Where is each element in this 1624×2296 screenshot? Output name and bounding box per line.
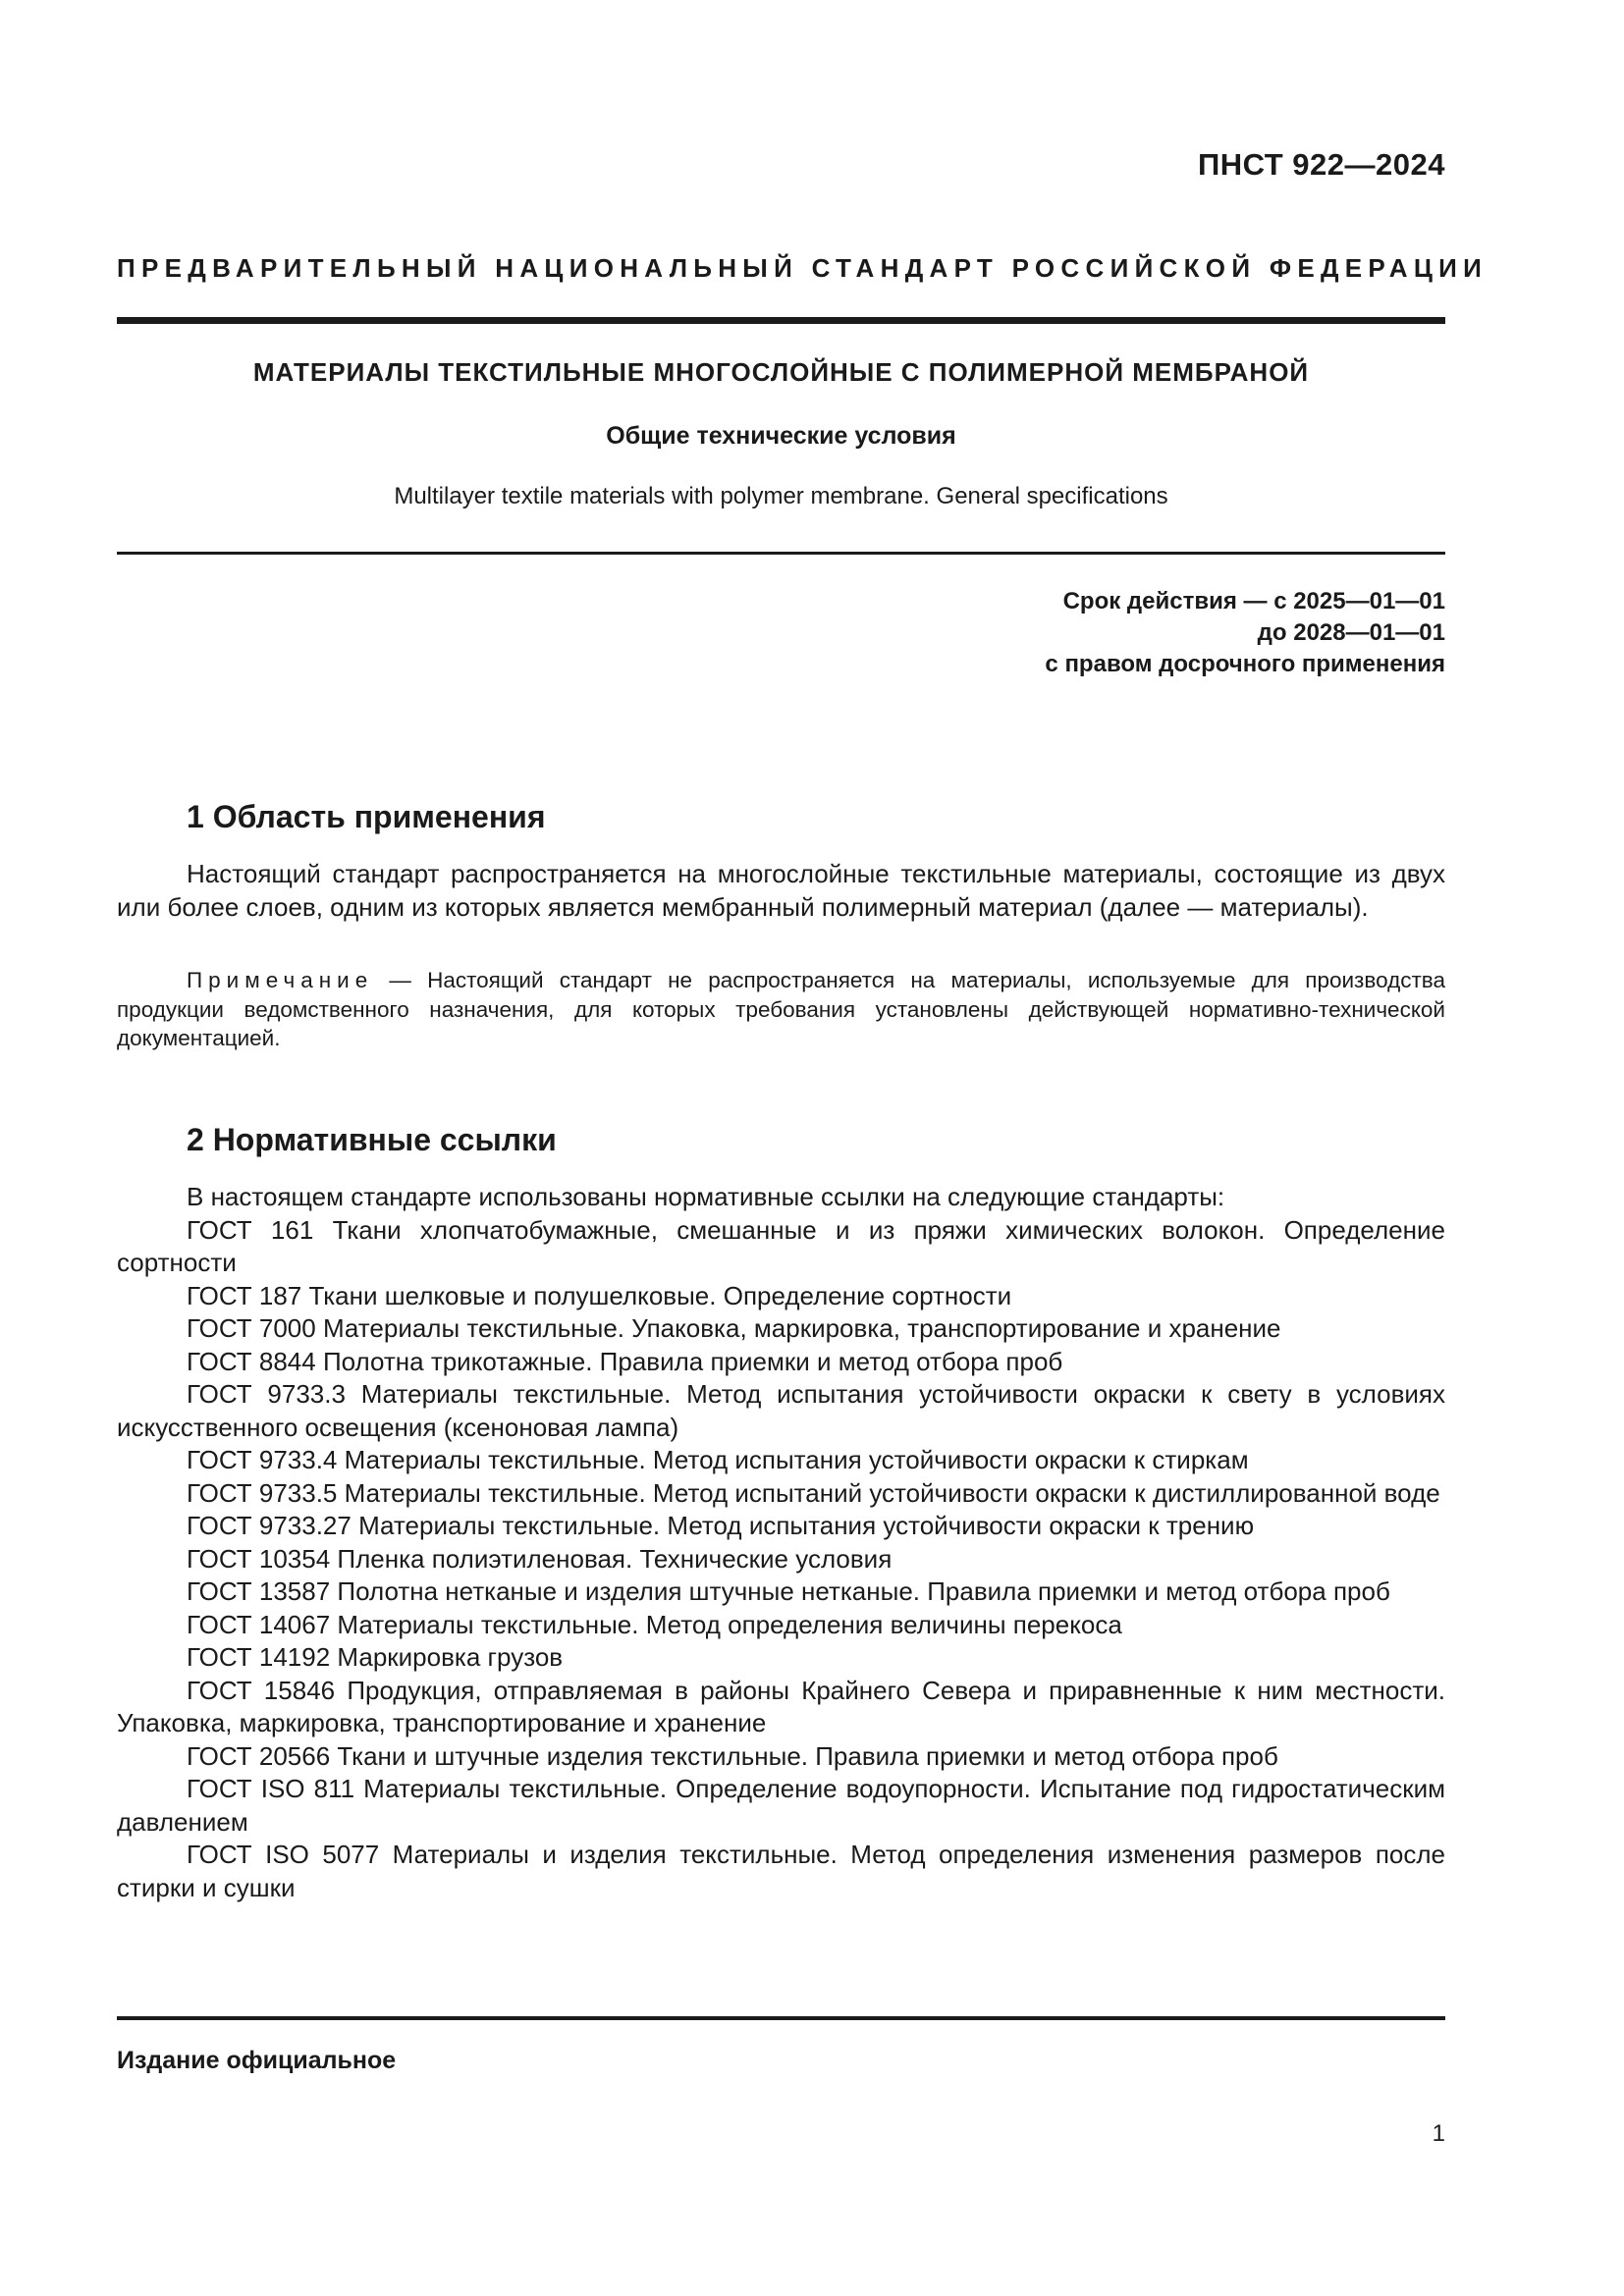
- scope-note: [117, 966, 1445, 1053]
- document-code: ПНСТ 922—2024: [1197, 147, 1445, 182]
- note-text: — Настоящий стандарт не распространяется на материалы, используемые для производства продукции ведомственного назначения, для которых требования установлены действующей нормативно-технической документацией.: [117, 968, 1445, 1050]
- page-number: 1: [1432, 2120, 1445, 2147]
- reference-item: ГОСТ 161 Ткани хлопчатобумажные, смешанные и из пряжи химических волокон. Определение сортности: [117, 1214, 1445, 1277]
- reference-item: ГОСТ 187 Ткани шелковые и полушелковые. Определение сортности: [187, 1280, 1012, 1310]
- english-title: Multilayer textile materials with polymer membrane. General specifications: [394, 483, 1168, 509]
- reference-item: ГОСТ 8844 Полотна трикотажные. Правила приемки и метод отбора проб: [187, 1346, 1063, 1376]
- footer-divider: [117, 2016, 1445, 2020]
- section-1-heading: 1 Область применения: [187, 799, 546, 834]
- scope-paragraph: Настоящий стандарт распространяется на многослойные текстильные материалы, состоящие из двух или более слоев, одним из которых является мембранный полимерный материал (далее — материалы).: [117, 859, 1445, 922]
- document-title: МАТЕРИАЛЫ ТЕКСТИЛЬНЫЕ МНОГОСЛОЙНЫЕ С ПОЛИМЕРНОЙ МЕМБРАНОЙ: [252, 357, 1310, 387]
- section-2-heading: 2 Нормативные ссылки: [187, 1122, 557, 1157]
- reference-item: ГОСТ ISO 5077 Материалы и изделия текстильные. Метод определения изменения размеров после стирки и сушки: [117, 1840, 1445, 1902]
- reference-item: ГОСТ 14192 Маркировка грузов: [187, 1642, 564, 1672]
- validity-period: [1045, 586, 1445, 680]
- title-divider: [117, 552, 1445, 555]
- reference-item: ГОСТ 14067 Материалы текстильные. Метод определения величины перекоса: [187, 1609, 1122, 1639]
- reference-item: ГОСТ 9733.4 Материалы текстильные. Метод испытания устойчивости окраски к стиркам: [187, 1445, 1249, 1474]
- header-divider: [117, 317, 1445, 324]
- reference-item: ГОСТ 9733.3 Материалы текстильные. Метод испытания устойчивости окраски к свету в условиях искусственного освещения (ксеноновая лампа): [117, 1379, 1445, 1442]
- validity-start: Срок действия — с 2025—01—01: [1062, 588, 1445, 614]
- document-subtitle: Общие технические условия: [606, 422, 956, 450]
- validity-end: до 2028—01—01: [1257, 619, 1445, 646]
- reference-item: ГОСТ ISO 811 Материалы текстильные. Определение водоупорности. Испытание под гидростатическим давлением: [117, 1774, 1445, 1837]
- reference-item: ГОСТ 9733.5 Материалы текстильные. Метод испытаний устойчивости окраски к дистиллированной воде: [187, 1477, 1440, 1508]
- note-label: Примечание: [187, 968, 374, 992]
- references-intro: В настоящем стандарте использованы нормативные ссылки на следующие стандарты:: [187, 1182, 1225, 1211]
- references-list: [117, 1181, 1445, 1904]
- reference-item: ГОСТ 15846 Продукция, отправляемая в районы Крайнего Севера и приравненные к ним местности. Упаковка, маркировка, транспортирование и хранение: [117, 1675, 1446, 1737]
- standard-type-title: ПРЕДВАРИТЕЛЬНЫЙ НАЦИОНАЛЬНЫЙ СТАНДАРТ РОССИЙСКОЙ ФЕДЕРАЦИИ: [117, 253, 1489, 283]
- reference-item: ГОСТ 13587 Полотна нетканые и изделия штучные нетканые. Правила приемки и метод отбора проб: [187, 1576, 1390, 1606]
- section-1-paragraph: [117, 858, 1445, 924]
- reference-item: ГОСТ 7000 Материалы текстильные. Упаковка, маркировка, транспортирование и хранение: [187, 1313, 1281, 1343]
- validity-early-application: с правом досрочного применения: [1045, 651, 1445, 677]
- reference-item: ГОСТ 10354 Пленка полиэтиленовая. Технические условия: [187, 1543, 893, 1574]
- official-edition-label: Издание официальное: [117, 2047, 397, 2074]
- reference-item: ГОСТ 20566 Ткани и штучные изделия текстильные. Правила приемки и метод отбора проб: [187, 1740, 1278, 1771]
- reference-item: ГОСТ 9733.27 Материалы текстильные. Метод испытания устойчивости окраски к трению: [187, 1511, 1255, 1540]
